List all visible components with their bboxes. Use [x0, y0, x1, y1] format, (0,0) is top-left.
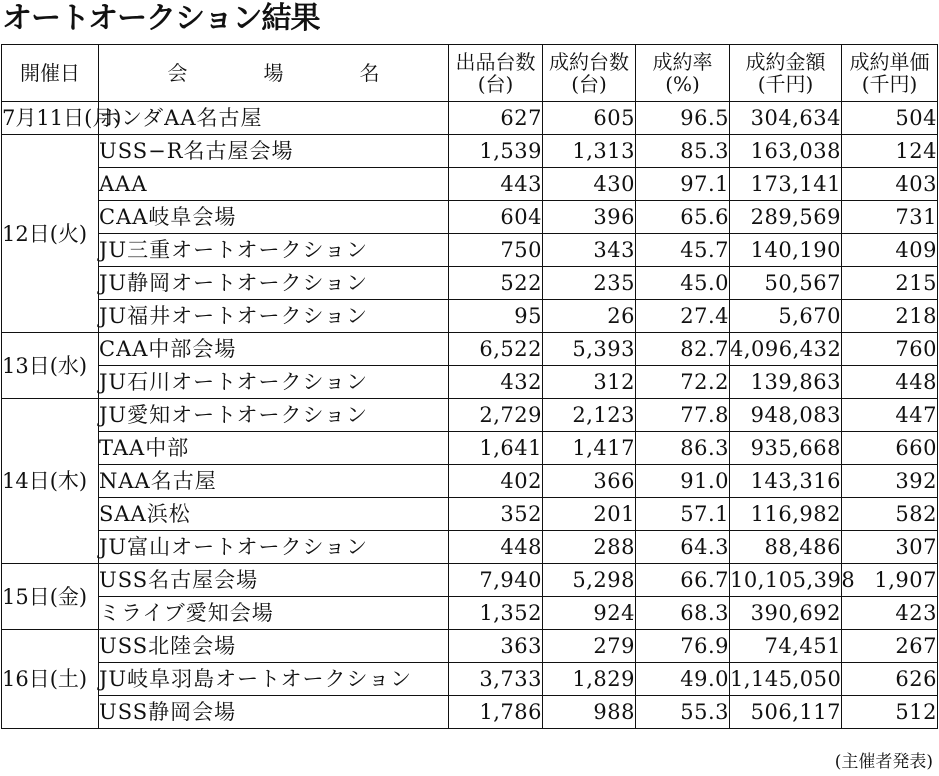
venue-cell: ホンダAA名古屋	[99, 102, 449, 135]
listed-cell: 1,539	[449, 135, 543, 168]
unit-price-cell: 448	[842, 366, 938, 399]
unit-price-cell: 409	[842, 234, 938, 267]
unit-price-cell: 447	[842, 399, 938, 432]
article-title: オートオークション結果	[2, 1, 320, 36]
amount-cell: 140,190	[730, 234, 842, 267]
header-listed-line2: (台)	[477, 72, 514, 96]
rate-cell: 91.0	[636, 465, 730, 498]
header-venue-char: 会	[167, 61, 188, 85]
unit-price-cell: 660	[842, 432, 938, 465]
listed-cell: 522	[449, 267, 543, 300]
venue-cell: AAA	[99, 168, 449, 201]
amount-cell: 10,105,398	[730, 564, 842, 597]
unit-price-cell: 423	[842, 597, 938, 630]
unit-price-cell: 307	[842, 531, 938, 564]
amount-cell: 5,670	[730, 300, 842, 333]
venue-cell: JU愛知オートオークション	[99, 399, 449, 432]
venue-cell: JU富山オートオークション	[99, 531, 449, 564]
date-cell: 16日(土)	[2, 630, 99, 729]
venue-cell: JU石川オートオークション	[99, 366, 449, 399]
sold-cell: 343	[543, 234, 636, 267]
rate-cell: 68.3	[636, 597, 730, 630]
rate-cell: 96.5	[636, 102, 730, 135]
rate-cell: 65.6	[636, 201, 730, 234]
rate-cell: 86.3	[636, 432, 730, 465]
unit-price-cell: 504	[842, 102, 938, 135]
unit-price-cell: 512	[842, 696, 938, 729]
date-cell: 12日(火)	[2, 135, 99, 333]
amount-cell: 304,634	[730, 102, 842, 135]
header-listed	[449, 45, 543, 102]
header-venue-char: 名	[359, 61, 380, 85]
amount-cell: 935,668	[730, 432, 842, 465]
venue-cell: USS北陸会場	[99, 630, 449, 663]
venue-cell: JU福井オートオークション	[99, 300, 449, 333]
unit-price-cell: 218	[842, 300, 938, 333]
rate-cell: 66.7	[636, 564, 730, 597]
amount-cell: 143,316	[730, 465, 842, 498]
listed-cell: 1,641	[449, 432, 543, 465]
rate-cell: 85.3	[636, 135, 730, 168]
venue-cell: SAA浜松	[99, 498, 449, 531]
table-row	[2, 399, 938, 432]
rate-cell: 97.1	[636, 168, 730, 201]
sold-cell: 201	[543, 498, 636, 531]
listed-cell: 402	[449, 465, 543, 498]
amount-cell: 390,692	[730, 597, 842, 630]
sold-cell: 312	[543, 366, 636, 399]
amount-cell: 1,145,050	[730, 663, 842, 696]
venue-cell: CAA岐阜会場	[99, 201, 449, 234]
rate-cell: 57.1	[636, 498, 730, 531]
header-row	[2, 45, 938, 102]
table-row	[2, 201, 938, 234]
unit-price-cell: 124	[842, 135, 938, 168]
sold-cell: 1,313	[543, 135, 636, 168]
header-amount-line1: 成約金額	[745, 50, 826, 74]
sold-cell: 279	[543, 630, 636, 663]
venue-cell: JU岐阜羽島オートオークション	[99, 663, 449, 696]
rate-cell: 76.9	[636, 630, 730, 663]
table-row	[2, 465, 938, 498]
header-sold-line2: (台)	[571, 72, 607, 96]
header-rate	[636, 45, 730, 102]
header-rate-line2: (%)	[665, 72, 700, 96]
unit-price-cell: 626	[842, 663, 938, 696]
table-row	[2, 432, 938, 465]
listed-cell: 2,729	[449, 399, 543, 432]
table-row	[2, 366, 938, 399]
venue-cell: NAA名古屋	[99, 465, 449, 498]
listed-cell: 604	[449, 201, 543, 234]
table-row	[2, 597, 938, 630]
unit-price-cell: 403	[842, 168, 938, 201]
sold-cell: 26	[543, 300, 636, 333]
rate-cell: 27.4	[636, 300, 730, 333]
date-cell: 13日(水)	[2, 333, 99, 399]
results-body	[2, 102, 938, 729]
sold-cell: 988	[543, 696, 636, 729]
table-row	[2, 135, 938, 168]
sold-cell: 5,298	[543, 564, 636, 597]
auction-results-table	[1, 44, 938, 729]
header-rate-line1: 成約率	[652, 50, 713, 74]
rate-cell: 64.3	[636, 531, 730, 564]
unit-price-cell: 267	[842, 630, 938, 663]
listed-cell: 352	[449, 498, 543, 531]
date-cell: 15日(金)	[2, 564, 99, 630]
amount-cell: 88,486	[730, 531, 842, 564]
table-row	[2, 168, 938, 201]
header-unit-price	[842, 45, 938, 102]
listed-cell: 750	[449, 234, 543, 267]
listed-cell: 363	[449, 630, 543, 663]
sold-cell: 2,123	[543, 399, 636, 432]
sold-cell: 366	[543, 465, 636, 498]
table-row	[2, 498, 938, 531]
header-listed-line1: 出品台数	[455, 50, 536, 74]
table-row	[2, 696, 938, 729]
header-sold-line1: 成約台数	[549, 50, 629, 74]
unit-price-cell: 392	[842, 465, 938, 498]
table-row	[2, 663, 938, 696]
unit-price-cell: 215	[842, 267, 938, 300]
amount-cell: 506,117	[730, 696, 842, 729]
sold-cell: 288	[543, 531, 636, 564]
listed-cell: 627	[449, 102, 543, 135]
amount-cell: 50,567	[730, 267, 842, 300]
amount-cell: 116,982	[730, 498, 842, 531]
header-sold	[543, 45, 636, 102]
amount-cell: 4,096,432	[730, 333, 842, 366]
header-unit-line2: (千円)	[861, 72, 918, 96]
listed-cell: 3,733	[449, 663, 543, 696]
date-cell: 14日(木)	[2, 399, 99, 564]
table-row	[2, 333, 938, 366]
rate-cell: 45.0	[636, 267, 730, 300]
amount-cell: 139,863	[730, 366, 842, 399]
amount-cell: 948,083	[730, 399, 842, 432]
sold-cell: 1,417	[543, 432, 636, 465]
rate-cell: 55.3	[636, 696, 730, 729]
venue-cell: USS−R名古屋会場	[99, 135, 449, 168]
header-venue-char: 場	[263, 61, 284, 85]
listed-cell: 432	[449, 366, 543, 399]
source-note: (主催者発表)	[834, 752, 933, 772]
sold-cell: 396	[543, 201, 636, 234]
table-row	[2, 102, 938, 135]
table-row	[2, 564, 938, 597]
venue-cell: JU静岡オートオークション	[99, 267, 449, 300]
venue-cell: ミライブ愛知会場	[99, 597, 449, 630]
venue-cell: USS静岡会場	[99, 696, 449, 729]
unit-price-cell: 760	[842, 333, 938, 366]
sold-cell: 1,829	[543, 663, 636, 696]
listed-cell: 1,352	[449, 597, 543, 630]
amount-cell: 173,141	[730, 168, 842, 201]
header-venue	[99, 45, 449, 102]
sold-cell: 430	[543, 168, 636, 201]
sold-cell: 924	[543, 597, 636, 630]
listed-cell: 95	[449, 300, 543, 333]
rate-cell: 49.0	[636, 663, 730, 696]
table-row	[2, 267, 938, 300]
venue-cell: USS名古屋会場	[99, 564, 449, 597]
header-unit-line1: 成約単価	[849, 50, 930, 74]
sold-cell: 5,393	[543, 333, 636, 366]
listed-cell: 443	[449, 168, 543, 201]
venue-cell: TAA中部	[99, 432, 449, 465]
amount-cell: 74,451	[730, 630, 842, 663]
header-amount	[730, 45, 842, 102]
venue-cell: JU三重オートオークション	[99, 234, 449, 267]
sold-cell: 235	[543, 267, 636, 300]
listed-cell: 448	[449, 531, 543, 564]
rate-cell: 77.8	[636, 399, 730, 432]
listed-cell: 6,522	[449, 333, 543, 366]
listed-cell: 7,940	[449, 564, 543, 597]
venue-cell: CAA中部会場	[99, 333, 449, 366]
table-row	[2, 300, 938, 333]
unit-price-cell: 731	[842, 201, 938, 234]
rate-cell: 45.7	[636, 234, 730, 267]
amount-cell: 289,569	[730, 201, 842, 234]
rate-cell: 82.7	[636, 333, 730, 366]
header-amount-line2: (千円)	[757, 72, 814, 96]
table-row	[2, 531, 938, 564]
table-row	[2, 630, 938, 663]
amount-cell: 163,038	[730, 135, 842, 168]
sold-cell: 605	[543, 102, 636, 135]
unit-price-cell: 582	[842, 498, 938, 531]
listed-cell: 1,786	[449, 696, 543, 729]
rate-cell: 72.2	[636, 366, 730, 399]
date-cell: 7月11日(月)	[2, 102, 99, 135]
header-date: 開催日	[2, 45, 99, 102]
unit-price-cell: 1,907	[842, 564, 938, 597]
table-row	[2, 234, 938, 267]
